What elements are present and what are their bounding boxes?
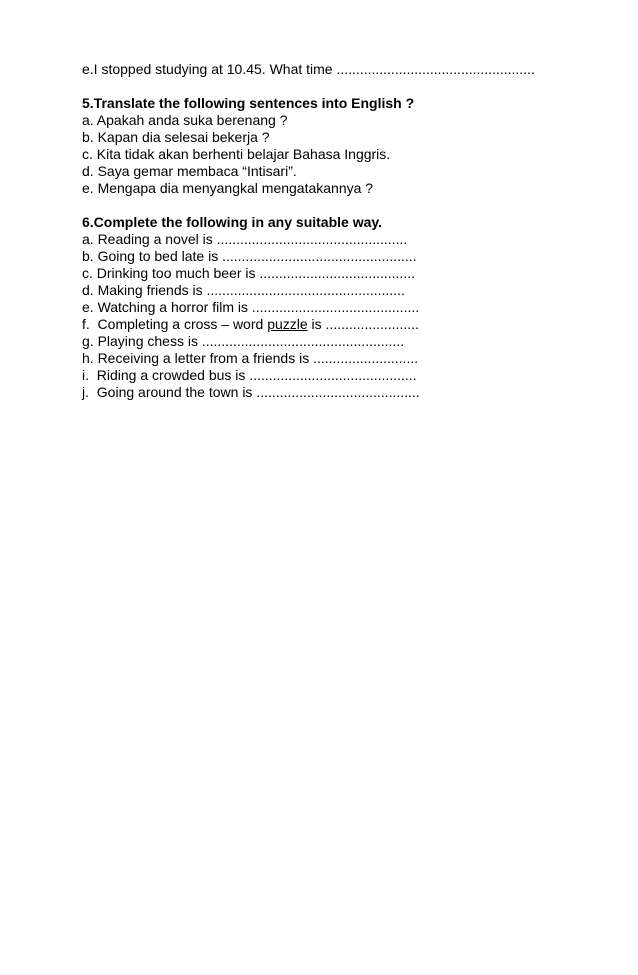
worksheet-page (82, 61, 602, 401)
section-6-item-c: c. Drinking too much beer is ........................................ (82, 265, 415, 281)
section-5-item-d: d. Saya gemar membaca “Intisari”. (82, 163, 297, 179)
section-6-item-b: b. Going to bed late is .................................................. (82, 248, 417, 264)
puzzle-word: puzzle (267, 316, 308, 332)
section-6-item-i: i. Riding a crowded bus is ........................................... (82, 367, 417, 383)
section-6-item-f-start: f. Completing a cross – word (82, 316, 268, 332)
section-5-item-e: e. Mengapa dia menyangkal mengatakannya ? (82, 180, 374, 196)
section-5-heading: 5.Translate the following sentences into English ? (82, 95, 415, 111)
spacer (82, 197, 602, 214)
question-e-time: e.I stopped studying at 10.45. What time ................................................... (82, 61, 535, 77)
section-5-item-c: c. Kita tidak akan berhenti belajar Bahasa Inggris. (82, 146, 391, 162)
spacer (82, 78, 602, 95)
section-5-item-b: b. Kapan dia selesai bekerja ? (82, 129, 270, 145)
section-6-item-e: e. Watching a horror film is ........................................... (82, 299, 420, 315)
section-5-item-a: a. Apakah anda suka berenang ? (82, 112, 288, 128)
section-6-item-a: a. Reading a novel is ................................................. (82, 231, 408, 247)
section-6-item-d: d. Making friends is ................................................... (82, 282, 405, 298)
section-6-item-j: j. Going around the town is .......................................... (82, 384, 420, 400)
section-6-item-f-end: is ........................ (307, 316, 419, 332)
section-6-item-f (82, 316, 602, 333)
section-6-heading: 6.Complete the following in any suitable way. (82, 214, 383, 230)
section-6-item-g: g. Playing chess is .................................................... (82, 333, 405, 349)
section-6-item-h: h. Receiving a letter from a friends is ........................... (82, 350, 419, 366)
